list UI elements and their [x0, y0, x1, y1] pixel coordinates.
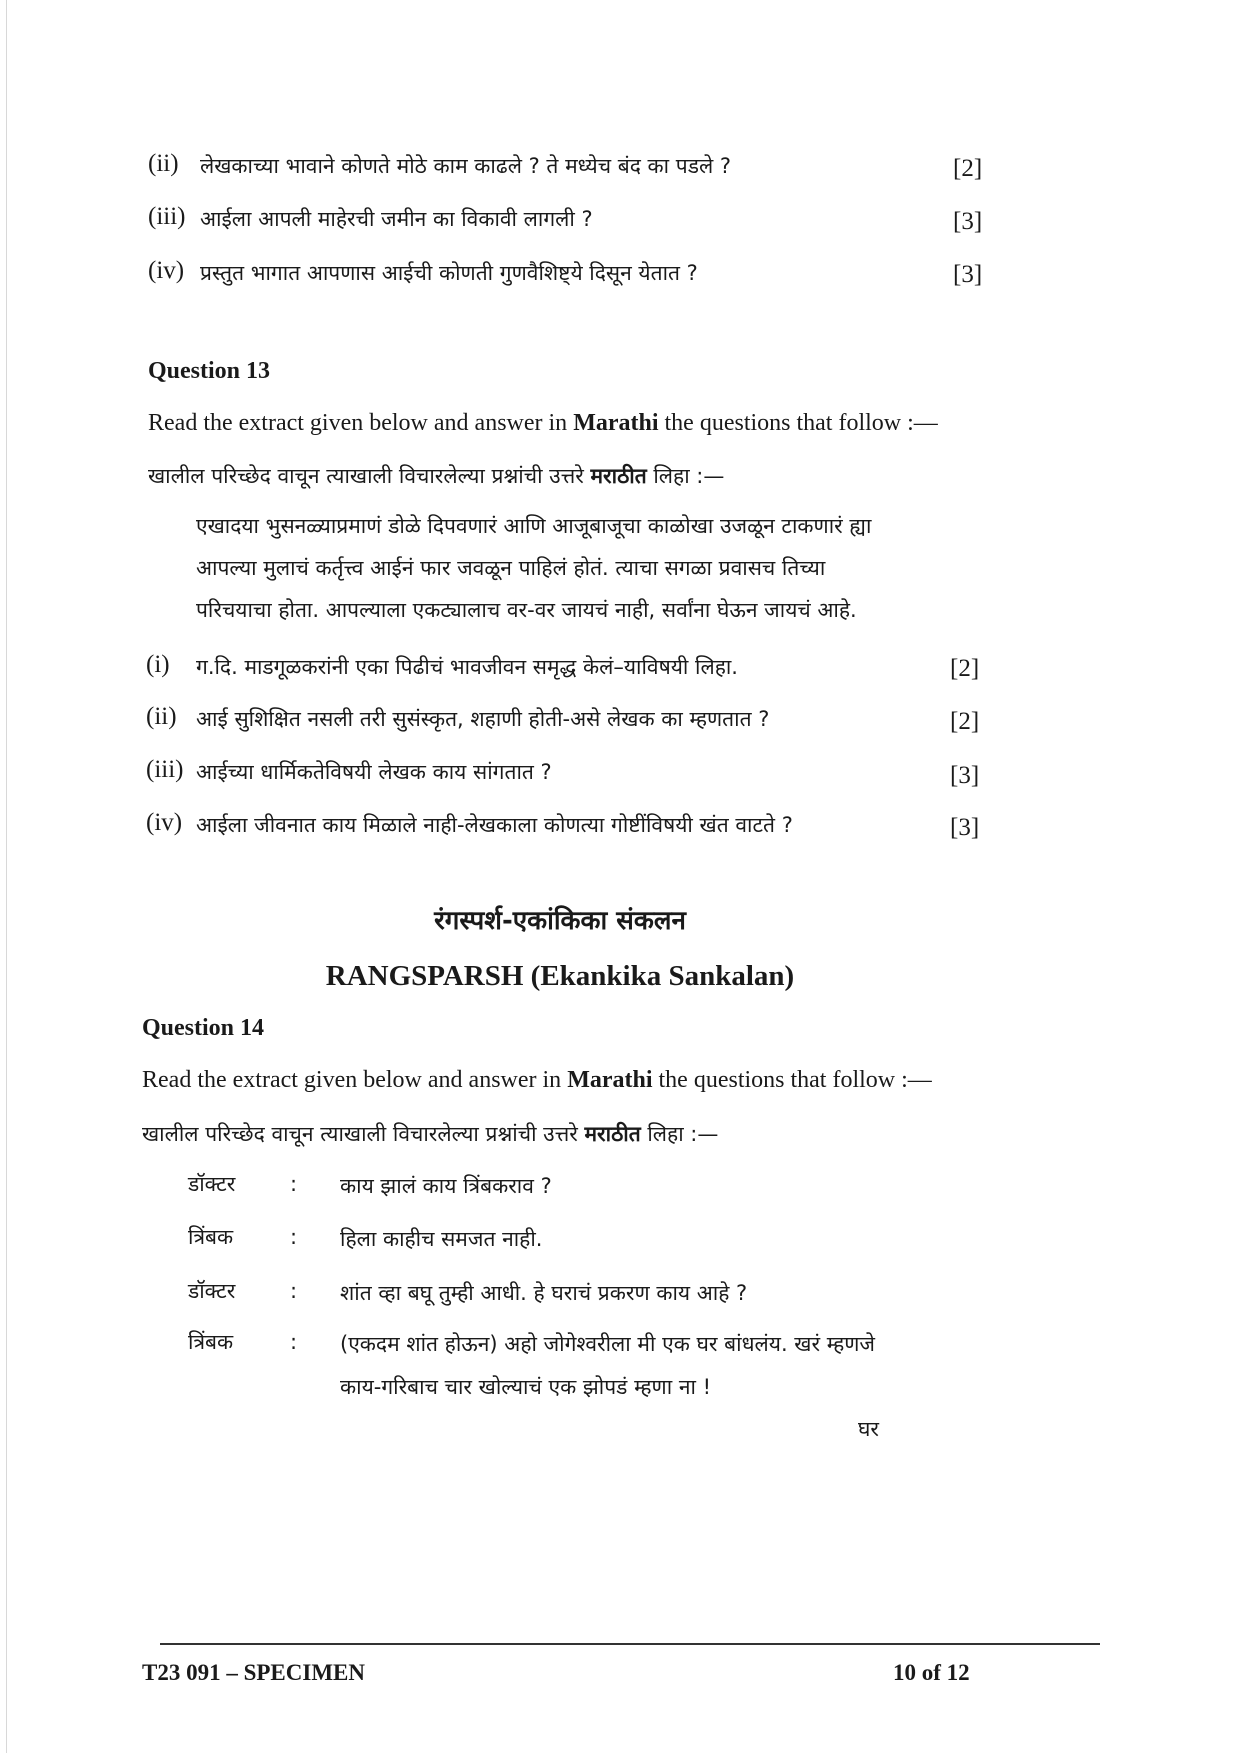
- dialogue-text: (एकदम शांत होऊन) अहो जोगेश्वरीला मी एक घर बांधलंय. खरं म्हणजे: [340, 1332, 875, 1356]
- item-marks: [2]: [950, 708, 980, 735]
- passage-line: एखादया भुसनळ्याप्रमाणं डोळे दिपवणारं आणि आजूबाजूचा काळोखा उजळून टाकणारं ह्या: [196, 514, 872, 538]
- footer-paper-code: T23 091 – SPECIMEN: [142, 1660, 365, 1685]
- footer-page-number: 10 of 12: [893, 1660, 970, 1685]
- item-text: आई सुशिक्षित नसली तरी सुसंस्कृत, शहाणी होती-असे लेखक का म्हणतात ?: [196, 707, 770, 731]
- instruction-bold: Marathi: [567, 1067, 653, 1093]
- question-13-instruction-en: [148, 410, 938, 437]
- item-marks: [3]: [950, 814, 980, 841]
- instruction-text: Read the extract given below and answer in: [142, 1067, 568, 1093]
- speaker-name: त्रिंबक: [188, 1225, 234, 1249]
- question-14-instruction-en: [142, 1067, 932, 1094]
- item-number: (iii): [148, 203, 186, 230]
- footer-rule: [160, 1643, 1100, 1645]
- question-14-instruction-mr: [142, 1120, 718, 1148]
- item-text: प्रस्तुत भागात आपणास आईची कोणती गुणवैशिष्ट्ये दिसून येतात ?: [200, 261, 698, 285]
- instruction-bold: Marathi: [573, 410, 659, 436]
- speaker-separator: :: [290, 1279, 298, 1303]
- item-text: आईला जीवनात काय मिळाले नाही-लेखकाला कोणत्या गोष्टींविषयी खंत वाटते ?: [196, 813, 793, 837]
- catchword: घर: [858, 1417, 879, 1441]
- item-number: (ii): [146, 703, 177, 730]
- item-number: (iv): [146, 809, 183, 836]
- item-marks: [3]: [950, 762, 980, 789]
- speaker-separator: :: [290, 1225, 298, 1249]
- speaker-name: त्रिंबक: [188, 1330, 234, 1354]
- item-number: (ii): [148, 150, 179, 177]
- item-number: (iv): [148, 257, 185, 284]
- item-marks: [3]: [953, 261, 983, 288]
- page-edge-line: [6, 0, 7, 1753]
- section-title-marathi: रंगस्पर्श-एकांकिका संकलन: [434, 906, 686, 936]
- speaker-name: डॉक्टर: [188, 1279, 236, 1303]
- speaker-separator: :: [290, 1172, 298, 1196]
- dialogue-text: काय झालं काय त्रिंबकराव ?: [340, 1174, 552, 1198]
- instruction-text: the questions that follow :—: [652, 1067, 932, 1093]
- instruction-bold: मराठीत: [584, 1122, 641, 1146]
- item-text: लेखकाच्या भावाने कोणते मोठे काम काढले ? ते मध्येच बंद का पडले ?: [200, 154, 732, 178]
- dialogue-text: शांत व्हा बघू तुम्ही आधी. हे घराचं प्रकरण काय आहे ?: [340, 1281, 748, 1305]
- dialogue-text-continued: काय-गरिबाच चार खोल्याचं एक झोपडं म्हणा ना !: [340, 1375, 712, 1399]
- question-13-instruction-mr: [148, 462, 724, 490]
- passage-line: आपल्या मुलाचं कर्तृत्त्व आईनं फार जवळून पाहिलं होतं. त्याचा सगळा प्रवासच तिच्या: [196, 556, 826, 580]
- question-14-heading: Question 14: [142, 1015, 265, 1041]
- instruction-text: लिहा :—: [640, 1122, 719, 1146]
- item-marks: [2]: [950, 655, 980, 682]
- item-number: (iii): [146, 756, 184, 783]
- item-marks: [3]: [953, 208, 983, 235]
- instruction-text: Read the extract given below and answer in: [148, 410, 574, 436]
- speaker-name: डॉक्टर: [188, 1172, 236, 1196]
- item-number: (i): [146, 651, 170, 678]
- instruction-text: the questions that follow :—: [658, 410, 938, 436]
- item-marks: [2]: [953, 155, 983, 182]
- passage-line: परिचयाचा होता. आपल्याला एकट्यालाच वर-वर जायचं नाही, सर्वांना घेऊन जायचं आहे.: [196, 598, 857, 622]
- instruction-bold: मराठीत: [590, 464, 647, 488]
- dialogue-text: हिला काहीच समजत नाही.: [340, 1227, 543, 1251]
- item-text: आईला आपली माहेरची जमीन का विकावी लागली ?: [200, 207, 593, 231]
- instruction-text: लिहा :—: [646, 464, 725, 488]
- instruction-text: खालील परिच्छेद वाचून त्याखाली विचारलेल्या प्रश्नांची उत्तरे: [142, 1122, 585, 1146]
- item-text: ग.दि. माडगूळकरांनी एका पिढीचं भावजीवन समृद्ध केलं–याविषयी लिहा.: [196, 655, 738, 679]
- item-text: आईच्या धार्मिकतेविषयी लेखक काय सांगतात ?: [196, 760, 552, 784]
- speaker-separator: :: [290, 1330, 298, 1354]
- section-title-english: RANGSPARSH (Ekankika Sankalan): [325, 960, 795, 992]
- instruction-text: खालील परिच्छेद वाचून त्याखाली विचारलेल्या प्रश्नांची उत्तरे: [148, 464, 591, 488]
- question-13-heading: Question 13: [148, 358, 271, 384]
